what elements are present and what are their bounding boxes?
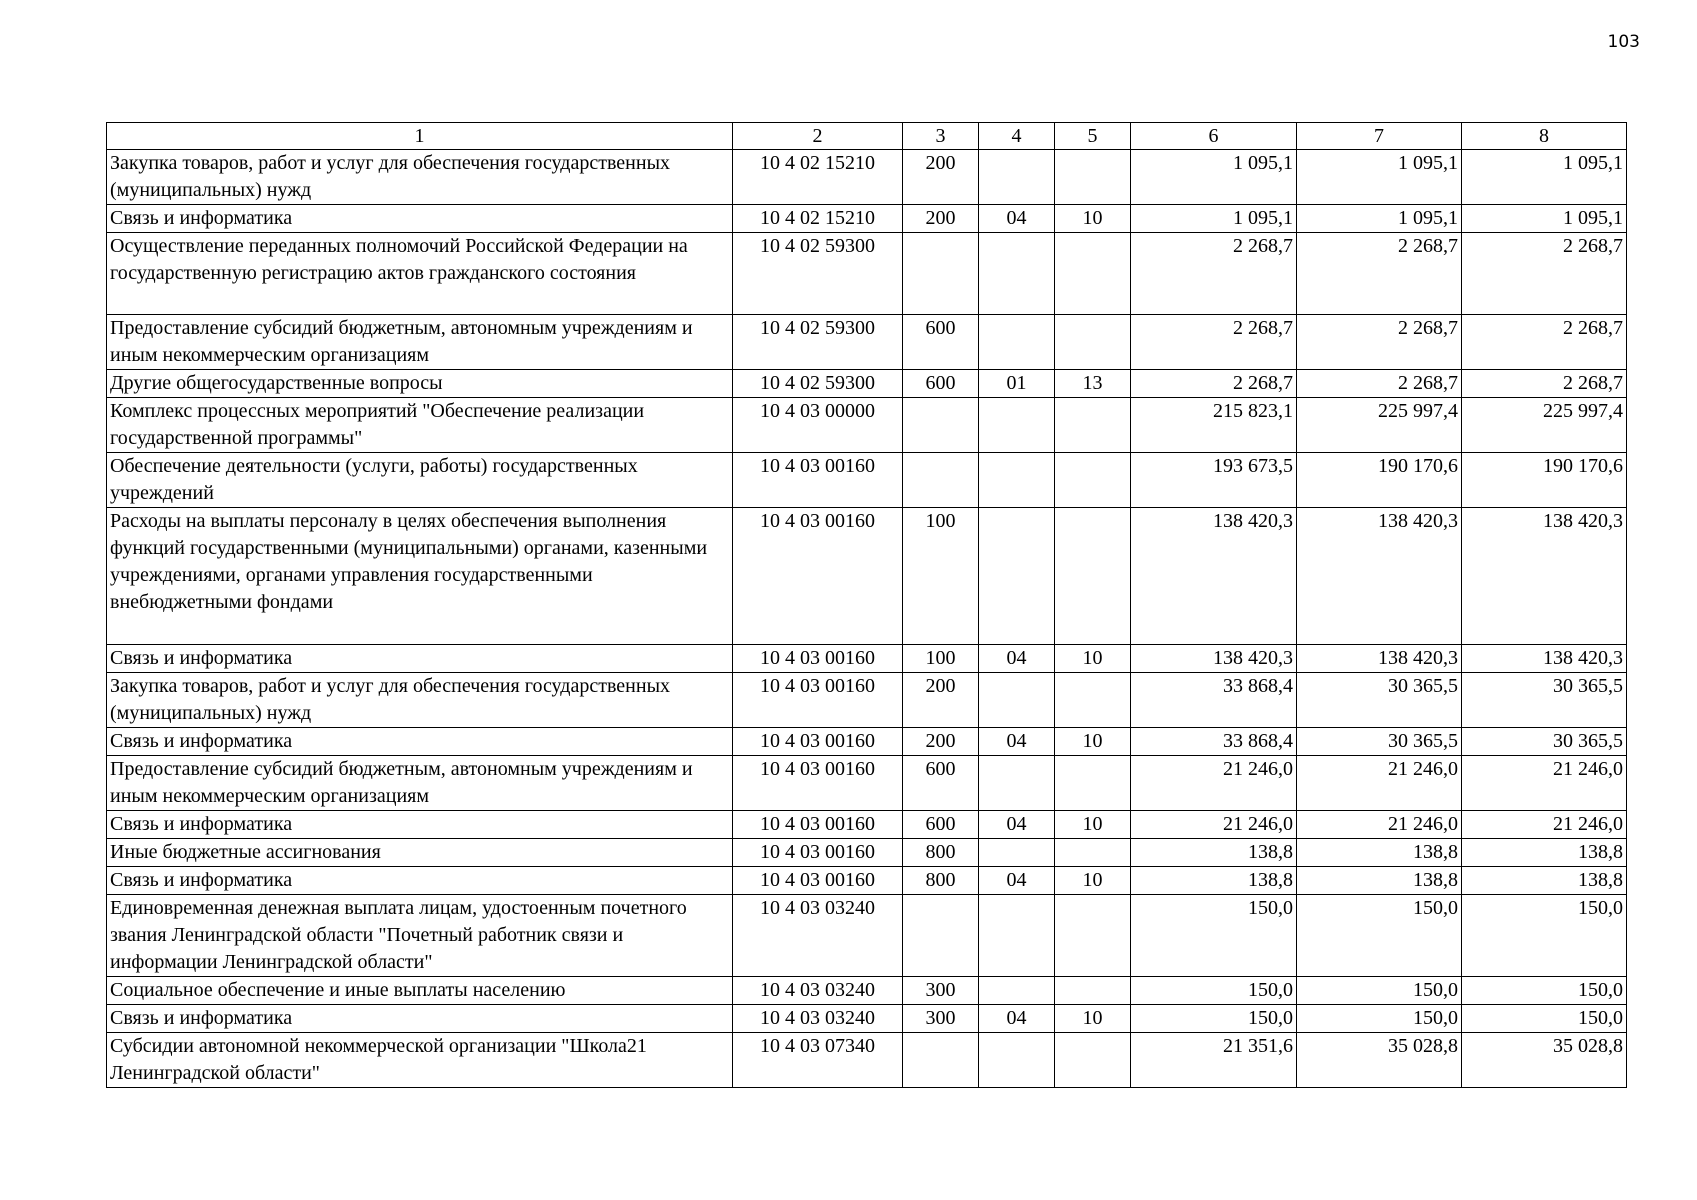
row-name-cell: Субсидии автономной некоммерческой организации "Школа21 Ленинградской области" (107, 1033, 733, 1088)
row-section-cell (979, 233, 1055, 315)
row-amount-cell: 138,8 (1297, 839, 1462, 867)
column-header: 8 (1462, 123, 1627, 150)
table-row (107, 728, 1627, 756)
row-section-cell: 04 (979, 645, 1055, 673)
row-amount-cell: 138,8 (1131, 867, 1297, 895)
table-row (107, 150, 1627, 205)
row-code-cell: 10 4 02 15210 (733, 150, 903, 205)
row-amount-cell: 150,0 (1462, 1005, 1627, 1033)
row-amount-cell: 150,0 (1131, 895, 1297, 977)
row-section-cell: 04 (979, 728, 1055, 756)
column-header: 3 (903, 123, 979, 150)
row-amount-cell: 35 028,8 (1462, 1033, 1627, 1088)
table-row (107, 508, 1627, 645)
row-amount-cell: 2 268,7 (1131, 315, 1297, 370)
row-expense-type-cell (903, 453, 979, 508)
row-amount-cell: 2 268,7 (1462, 315, 1627, 370)
row-name-cell: Другие общегосударственные вопросы (107, 370, 733, 398)
row-amount-cell: 2 268,7 (1131, 370, 1297, 398)
table-row (107, 453, 1627, 508)
row-code-cell: 10 4 03 03240 (733, 1005, 903, 1033)
row-code-cell: 10 4 02 59300 (733, 233, 903, 315)
table-row (107, 645, 1627, 673)
row-expense-type-cell: 600 (903, 370, 979, 398)
row-code-cell: 10 4 03 00160 (733, 756, 903, 811)
row-section-cell (979, 839, 1055, 867)
row-code-cell: 10 4 03 00160 (733, 673, 903, 728)
row-name-cell: Единовременная денежная выплата лицам, удостоенным почетного звания Ленинградской области "Почетный работник связи и информации Ленинградской области" (107, 895, 733, 977)
row-section-cell: 04 (979, 811, 1055, 839)
row-expense-type-cell: 300 (903, 1005, 979, 1033)
row-amount-cell: 30 365,5 (1297, 728, 1462, 756)
table-row (107, 1033, 1627, 1088)
row-amount-cell: 21 351,6 (1131, 1033, 1297, 1088)
row-code-cell: 10 4 03 07340 (733, 1033, 903, 1088)
row-amount-cell: 2 268,7 (1462, 370, 1627, 398)
row-amount-cell: 138 420,3 (1131, 508, 1297, 645)
row-subsection-cell (1055, 1033, 1131, 1088)
row-code-cell: 10 4 03 03240 (733, 977, 903, 1005)
row-amount-cell: 30 365,5 (1297, 673, 1462, 728)
row-amount-cell: 138 420,3 (1131, 645, 1297, 673)
table-row (107, 205, 1627, 233)
row-name-cell: Связь и информатика (107, 645, 733, 673)
row-code-cell: 10 4 03 00000 (733, 398, 903, 453)
row-amount-cell: 138,8 (1462, 839, 1627, 867)
row-name-cell: Связь и информатика (107, 811, 733, 839)
row-subsection-cell (1055, 977, 1131, 1005)
row-amount-cell: 21 246,0 (1297, 811, 1462, 839)
column-header: 2 (733, 123, 903, 150)
row-amount-cell: 138 420,3 (1462, 645, 1627, 673)
row-code-cell: 10 4 03 00160 (733, 728, 903, 756)
row-subsection-cell: 13 (1055, 370, 1131, 398)
row-amount-cell: 150,0 (1131, 1005, 1297, 1033)
table-row (107, 1005, 1627, 1033)
row-amount-cell: 21 246,0 (1462, 756, 1627, 811)
row-amount-cell: 138 420,3 (1462, 508, 1627, 645)
row-amount-cell: 215 823,1 (1131, 398, 1297, 453)
row-name-cell: Осуществление переданных полномочий Российской Федерации на государственную регистрацию актов гражданского состояния (107, 233, 733, 315)
row-amount-cell: 30 365,5 (1462, 728, 1627, 756)
row-expense-type-cell: 300 (903, 977, 979, 1005)
row-subsection-cell: 10 (1055, 645, 1131, 673)
row-amount-cell: 1 095,1 (1297, 205, 1462, 233)
row-amount-cell: 150,0 (1297, 977, 1462, 1005)
row-section-cell (979, 673, 1055, 728)
row-section-cell (979, 315, 1055, 370)
row-code-cell: 10 4 03 00160 (733, 811, 903, 839)
row-subsection-cell (1055, 895, 1131, 977)
row-amount-cell: 150,0 (1131, 977, 1297, 1005)
row-amount-cell: 138 420,3 (1297, 645, 1462, 673)
row-subsection-cell: 10 (1055, 811, 1131, 839)
row-name-cell: Обеспечение деятельности (услуги, работы) государственных учреждений (107, 453, 733, 508)
row-expense-type-cell: 200 (903, 150, 979, 205)
row-name-cell: Расходы на выплаты персоналу в целях обеспечения выполнения функций государственными (муниципальными) органами, казенными учреждениями, органами управления государственными внебюджетными фондами (107, 508, 733, 645)
row-code-cell: 10 4 03 00160 (733, 645, 903, 673)
table-header-row (107, 123, 1627, 150)
row-section-cell (979, 977, 1055, 1005)
row-subsection-cell: 10 (1055, 867, 1131, 895)
row-expense-type-cell: 800 (903, 839, 979, 867)
row-amount-cell: 150,0 (1462, 895, 1627, 977)
row-section-cell (979, 895, 1055, 977)
row-expense-type-cell: 100 (903, 645, 979, 673)
row-subsection-cell (1055, 756, 1131, 811)
row-amount-cell: 2 268,7 (1131, 233, 1297, 315)
row-amount-cell: 138 420,3 (1297, 508, 1462, 645)
table-row (107, 977, 1627, 1005)
row-name-cell: Связь и информатика (107, 867, 733, 895)
row-amount-cell: 35 028,8 (1297, 1033, 1462, 1088)
table-row (107, 839, 1627, 867)
row-amount-cell: 193 673,5 (1131, 453, 1297, 508)
row-amount-cell: 1 095,1 (1462, 150, 1627, 205)
row-expense-type-cell: 200 (903, 205, 979, 233)
row-section-cell: 01 (979, 370, 1055, 398)
row-name-cell: Связь и информатика (107, 1005, 733, 1033)
row-name-cell: Закупка товаров, работ и услуг для обеспечения государственных (муниципальных) нужд (107, 150, 733, 205)
row-subsection-cell (1055, 839, 1131, 867)
column-header: 6 (1131, 123, 1297, 150)
row-code-cell: 10 4 03 00160 (733, 508, 903, 645)
row-amount-cell: 2 268,7 (1462, 233, 1627, 315)
row-name-cell: Комплекс процессных мероприятий "Обеспечение реализации государственной программы" (107, 398, 733, 453)
row-amount-cell: 190 170,6 (1462, 453, 1627, 508)
table-row (107, 398, 1627, 453)
row-code-cell: 10 4 03 00160 (733, 453, 903, 508)
row-amount-cell: 138,8 (1131, 839, 1297, 867)
row-subsection-cell: 10 (1055, 205, 1131, 233)
row-code-cell: 10 4 03 00160 (733, 867, 903, 895)
row-code-cell: 10 4 03 00160 (733, 839, 903, 867)
row-subsection-cell (1055, 315, 1131, 370)
table-row (107, 811, 1627, 839)
row-amount-cell: 225 997,4 (1462, 398, 1627, 453)
row-name-cell: Предоставление субсидий бюджетным, автономным учреждениям и иным некоммерческим организациям (107, 315, 733, 370)
column-header: 7 (1297, 123, 1462, 150)
row-amount-cell: 1 095,1 (1462, 205, 1627, 233)
row-amount-cell: 21 246,0 (1462, 811, 1627, 839)
column-header: 1 (107, 123, 733, 150)
column-header: 5 (1055, 123, 1131, 150)
row-section-cell: 04 (979, 205, 1055, 233)
row-section-cell (979, 453, 1055, 508)
row-amount-cell: 1 095,1 (1131, 150, 1297, 205)
row-name-cell: Иные бюджетные ассигнования (107, 839, 733, 867)
row-amount-cell: 150,0 (1462, 977, 1627, 1005)
row-name-cell: Социальное обеспечение и иные выплаты населению (107, 977, 733, 1005)
row-section-cell (979, 1033, 1055, 1088)
row-subsection-cell (1055, 233, 1131, 315)
row-section-cell (979, 398, 1055, 453)
row-amount-cell: 2 268,7 (1297, 370, 1462, 398)
table-row (107, 315, 1627, 370)
row-subsection-cell (1055, 508, 1131, 645)
row-expense-type-cell: 600 (903, 811, 979, 839)
row-section-cell: 04 (979, 867, 1055, 895)
row-subsection-cell (1055, 673, 1131, 728)
row-subsection-cell (1055, 150, 1131, 205)
row-expense-type-cell: 200 (903, 728, 979, 756)
row-expense-type-cell (903, 895, 979, 977)
row-amount-cell: 150,0 (1297, 895, 1462, 977)
row-subsection-cell: 10 (1055, 728, 1131, 756)
row-amount-cell: 150,0 (1297, 1005, 1462, 1033)
table-row (107, 370, 1627, 398)
row-subsection-cell (1055, 453, 1131, 508)
page-number: 103 (1607, 32, 1640, 52)
column-header: 4 (979, 123, 1055, 150)
row-amount-cell: 21 246,0 (1131, 811, 1297, 839)
row-code-cell: 10 4 02 59300 (733, 315, 903, 370)
row-amount-cell: 21 246,0 (1297, 756, 1462, 811)
row-section-cell: 04 (979, 1005, 1055, 1033)
row-code-cell: 10 4 03 03240 (733, 895, 903, 977)
row-expense-type-cell: 600 (903, 315, 979, 370)
row-amount-cell: 138,8 (1297, 867, 1462, 895)
row-amount-cell: 2 268,7 (1297, 233, 1462, 315)
row-amount-cell: 1 095,1 (1131, 205, 1297, 233)
row-subsection-cell (1055, 398, 1131, 453)
row-section-cell (979, 508, 1055, 645)
row-amount-cell: 138,8 (1462, 867, 1627, 895)
table-row (107, 867, 1627, 895)
row-amount-cell: 1 095,1 (1297, 150, 1462, 205)
row-amount-cell: 33 868,4 (1131, 673, 1297, 728)
row-section-cell (979, 150, 1055, 205)
row-amount-cell: 30 365,5 (1462, 673, 1627, 728)
row-amount-cell: 190 170,6 (1297, 453, 1462, 508)
row-code-cell: 10 4 02 59300 (733, 370, 903, 398)
row-amount-cell: 21 246,0 (1131, 756, 1297, 811)
row-name-cell: Предоставление субсидий бюджетным, автономным учреждениям и иным некоммерческим организациям (107, 756, 733, 811)
row-code-cell: 10 4 02 15210 (733, 205, 903, 233)
table-row (107, 756, 1627, 811)
row-name-cell: Связь и информатика (107, 205, 733, 233)
row-subsection-cell: 10 (1055, 1005, 1131, 1033)
row-expense-type-cell: 200 (903, 673, 979, 728)
table-row (107, 895, 1627, 977)
row-amount-cell: 225 997,4 (1297, 398, 1462, 453)
row-expense-type-cell (903, 233, 979, 315)
table-row (107, 673, 1627, 728)
row-amount-cell: 33 868,4 (1131, 728, 1297, 756)
row-expense-type-cell: 100 (903, 508, 979, 645)
row-section-cell (979, 756, 1055, 811)
table-row (107, 233, 1627, 315)
row-expense-type-cell: 800 (903, 867, 979, 895)
row-expense-type-cell (903, 1033, 979, 1088)
row-expense-type-cell (903, 398, 979, 453)
row-expense-type-cell: 600 (903, 756, 979, 811)
budget-table (106, 122, 1627, 1088)
row-name-cell: Закупка товаров, работ и услуг для обеспечения государственных (муниципальных) нужд (107, 673, 733, 728)
row-amount-cell: 2 268,7 (1297, 315, 1462, 370)
row-name-cell: Связь и информатика (107, 728, 733, 756)
